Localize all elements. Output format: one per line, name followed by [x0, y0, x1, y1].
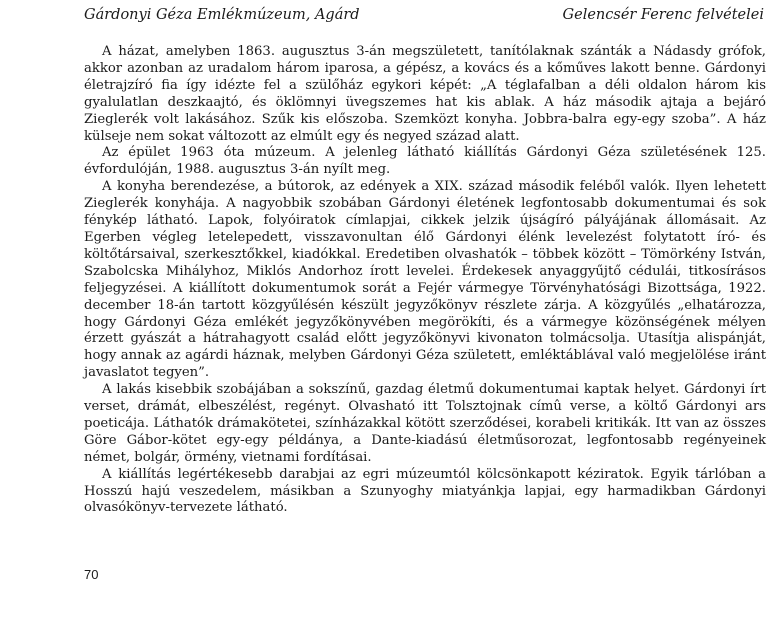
paragraph-manuscripts: A kiállítás legértékesebb darabjai az egri múzeumtól kölcsönkapott kéziratok. Egyik tárlóban a Hosszú hajú veszedelem, másikban a Szunyoghy miatyánkja lapjai, egy harmadikban Gárdonyi olvasókönyv-tervezete látható. [84, 466, 766, 516]
paragraph-kitchen-and-rooms: A konyha berendezése, a bútorok, az edények a XIX. század második feléből valók. Ilyen lehetett Zieglerék konyhája. A nagyobbik szobában Gárdonyi életének legfontosabb dokumentumai és sok fénykép látható. Lapok, folyóiratok címlapjai, cikkek jelzik újságíró pályájának állomásait. Az Egerben végleg letelepedett, visszavonultan élő Gárdonyi élénk levelezést folytatott író- és költőtársaival, szerkesztőkkel, kiadókkal. Eredetiben olvashatók – többek között – Tömörkény István, Szabolcska Mihályhoz, Miklós Andorhoz írott levelei. Érdekesek anyaggyűjtő cédulái, titkosírásos feljegyzései. A kiállított dokumentumok sorát a Fejér vármegye Törvényhatósági Bizottsága, 1922. december 18-án tartott közgyűlésén készült jegyzőkönyv részlete zárja. A közgyűlés „elhatározza, hogy Gárdonyi Géza emlékét jegyzőkönyvében megörökíti, és a vármegye közönségének mélyen érzett gyászát a hátrahagyott család előtt jegyzőkönyvi kivonaton tolmácsolja. Utasítja alispánját, hogy annak az agárdi háznak, melyben Gárdonyi Géza született, emléktáblával való megjelölése iránt javaslatot tegyen”. [84, 179, 766, 381]
header-photo-credit: Gelencsér Ferenc felvételei [562, 7, 764, 23]
paragraph-museum-opening: Az épület 1963 óta múzeum. A jelenleg látható kiállítás Gárdonyi Géza születésének 125. évfordulóján, 1988. augusztus 3-án nyílt meg. [84, 145, 766, 178]
article-body [84, 44, 766, 517]
paragraph-small-room: A lakás kisebbik szobájában a sokszínű, gazdag életmű dokumentumai kaptak helyet. Gárdonyi írt verset, drámát, elbeszélést, regényt. Olvasható itt Tolsztojnak címû verse, a költő Gárdonyi ars poeticája. Láthatók drámakötetei, színházakkal kötött szerződései, korabeli kritikák. Itt van az összes Göre Gábor-kötet egy-egy példánya, a Dante-kiadású életműsorozat, legfontosabb regényeinek német, bolgár, örmény, vietnami fordításai. [84, 382, 766, 465]
page-number: 70 [84, 567, 99, 582]
paragraph-birth-house: A házat, amelyben 1863. augusztus 3-án megszületett, tanítólaknak szánták a Nádasdy grófok, akkor azonban az uradalom három iparosa, a gépész, a kovács és a kőműves lakott benne. Gárdonyi életrajzíró fia így idézte fel a szülőház egykori képét: „A téglafalban a déli oldalon három kis gyalulatlan deszkaajtó, és öklömnyi üvegszemes hat kis ablak. A ház második ajtaja a bejáró Zieglerék volt lakásához. Szűk kis előszoba. Szemközt konyha. Jobbra-balra egy-egy szoba”. A ház külseje nem sokat változott az elmúlt egy és negyed század alatt. [84, 44, 766, 144]
header-museum-name: Gárdonyi Géza Emlékmúzeum, Agárd [84, 7, 360, 23]
